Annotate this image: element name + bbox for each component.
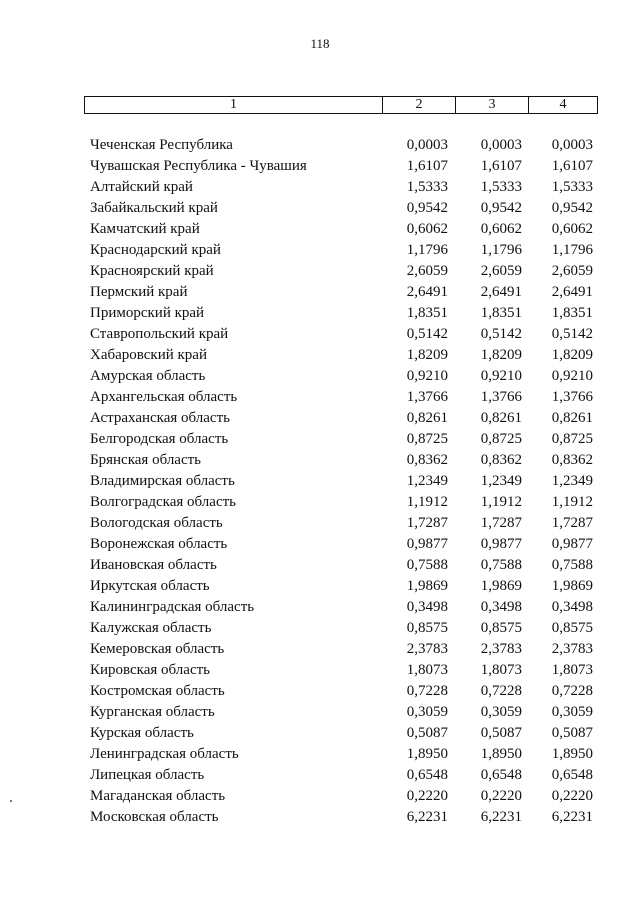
value-col-3: 0,2220 — [480, 788, 522, 804]
value-col-2: 1,7287 — [406, 515, 448, 531]
value-col-3: 0,8261 — [480, 410, 522, 426]
value-col-4: 1,8351 — [551, 305, 593, 321]
value-col-2: 0,0003 — [406, 137, 448, 153]
value-col-2: 2,6059 — [406, 263, 448, 279]
table-row — [0, 198, 640, 219]
region-name: Ивановская область — [90, 557, 217, 573]
table-row — [0, 387, 640, 408]
value-col-2: 1,8950 — [406, 746, 448, 762]
value-col-2: 0,8575 — [406, 620, 448, 636]
table-row — [0, 555, 640, 576]
value-col-4: 0,7228 — [551, 683, 593, 699]
value-col-3: 0,3059 — [480, 704, 522, 720]
table-row — [0, 471, 640, 492]
table-row — [0, 576, 640, 597]
column-header-4: 4 — [559, 97, 567, 112]
value-col-2: 1,2349 — [406, 473, 448, 489]
value-col-2: 2,6491 — [406, 284, 448, 300]
value-col-4: 0,8725 — [551, 431, 593, 447]
column-header-3: 3 — [456, 97, 529, 113]
region-name: Забайкальский край — [90, 200, 218, 216]
value-col-3: 0,3498 — [480, 599, 522, 615]
table-row — [0, 660, 640, 681]
value-col-4: 0,0003 — [551, 137, 593, 153]
region-name: Курганская область — [90, 704, 215, 720]
value-col-2: 0,7228 — [406, 683, 448, 699]
region-name: Хабаровский край — [90, 347, 207, 363]
region-name: Московская область — [90, 809, 219, 825]
value-col-4: 2,6059 — [551, 263, 593, 279]
value-col-3: 1,5333 — [480, 179, 522, 195]
value-col-3: 2,6491 — [480, 284, 522, 300]
table-row — [0, 261, 640, 282]
value-col-2: 0,5087 — [406, 725, 448, 741]
value-col-4: 0,8362 — [551, 452, 593, 468]
table-row — [0, 450, 640, 471]
value-col-2: 0,8725 — [406, 431, 448, 447]
value-col-4: 0,6548 — [551, 767, 593, 783]
region-name: Ленинградская область — [90, 746, 239, 762]
value-col-2: 0,5142 — [406, 326, 448, 342]
region-name: Вологодская область — [90, 515, 223, 531]
value-col-2: 0,8261 — [406, 410, 448, 426]
value-col-4: 6,2231 — [551, 809, 593, 825]
value-col-4: 1,5333 — [551, 179, 593, 195]
value-col-4: 0,8261 — [551, 410, 593, 426]
value-col-3: 1,3766 — [480, 389, 522, 405]
value-col-3: 0,9210 — [480, 368, 522, 384]
value-col-4: 0,9877 — [551, 536, 593, 552]
region-name: Камчатский край — [90, 221, 200, 237]
table-row — [0, 513, 640, 534]
value-col-2: 1,6107 — [406, 158, 448, 174]
table-row — [0, 597, 640, 618]
region-name: Астраханская область — [90, 410, 230, 426]
region-name: Иркутская область — [90, 578, 210, 594]
value-col-4: 0,9542 — [551, 200, 593, 216]
column-header-1: 1 — [85, 97, 383, 113]
column-header-2: 2 — [383, 97, 456, 113]
value-col-4: 2,6491 — [551, 284, 593, 300]
value-col-3: 1,8950 — [480, 746, 522, 762]
value-col-4: 0,7588 — [551, 557, 593, 573]
region-name: Магаданская область — [90, 788, 226, 804]
value-col-3: 0,5142 — [480, 326, 522, 342]
region-name: Кемеровская область — [90, 641, 225, 657]
table-row — [0, 786, 640, 807]
region-name: Архангельская область — [90, 389, 238, 405]
value-col-4: 0,2220 — [551, 788, 593, 804]
value-col-3: 0,8575 — [480, 620, 522, 636]
value-col-3: 0,7588 — [480, 557, 522, 573]
region-name: Владимирская область — [90, 473, 235, 489]
value-col-3: 0,8725 — [480, 431, 522, 447]
value-col-2: 0,6548 — [406, 767, 448, 783]
table-row — [0, 702, 640, 723]
value-col-2: 0,6062 — [406, 221, 448, 237]
table-row — [0, 282, 640, 303]
value-col-3: 0,0003 — [480, 137, 522, 153]
region-name: Белгородская область — [90, 431, 229, 447]
table-row — [0, 177, 640, 198]
region-name: Воронежская область — [90, 536, 228, 552]
table-row — [0, 366, 640, 387]
region-name: Красноярский край — [90, 263, 214, 279]
table-row — [0, 723, 640, 744]
table-row — [0, 534, 640, 555]
table-row — [0, 240, 640, 261]
region-name: Приморский край — [90, 305, 205, 321]
value-col-3: 1,6107 — [480, 158, 522, 174]
margin-dot — [10, 800, 12, 802]
value-col-3: 0,9542 — [480, 200, 522, 216]
value-col-2: 1,3766 — [406, 389, 448, 405]
table-row — [0, 303, 640, 324]
region-name: Липецкая область — [90, 767, 205, 783]
value-col-4: 0,5142 — [551, 326, 593, 342]
value-col-3: 1,8209 — [480, 347, 522, 363]
value-col-3: 1,1796 — [480, 242, 522, 258]
region-name: Костромская область — [90, 683, 225, 699]
value-col-4: 2,3783 — [551, 641, 593, 657]
table-row — [0, 135, 640, 156]
value-col-4: 1,2349 — [551, 473, 593, 489]
value-col-2: 1,8209 — [406, 347, 448, 363]
region-name: Ставропольский край — [90, 326, 229, 342]
table-row — [0, 639, 640, 660]
value-col-4: 1,7287 — [551, 515, 593, 531]
region-name: Брянская область — [90, 452, 202, 468]
value-col-4: 1,1796 — [551, 242, 593, 258]
value-col-2: 1,9869 — [406, 578, 448, 594]
value-col-2: 0,7588 — [406, 557, 448, 573]
value-col-4: 0,3059 — [551, 704, 593, 720]
value-col-2: 2,3783 — [406, 641, 448, 657]
value-col-4: 1,6107 — [551, 158, 593, 174]
region-name: Чеченская Республика — [90, 137, 233, 153]
value-col-4: 0,6062 — [551, 221, 593, 237]
value-col-2: 6,2231 — [406, 809, 448, 825]
value-col-4: 0,3498 — [551, 599, 593, 615]
table-body — [0, 135, 640, 828]
table-row — [0, 429, 640, 450]
value-col-4: 1,3766 — [551, 389, 593, 405]
value-col-3: 0,7228 — [480, 683, 522, 699]
value-col-3: 0,6548 — [480, 767, 522, 783]
page-number: 118 — [310, 36, 330, 51]
value-col-2: 0,3059 — [406, 704, 448, 720]
table-row — [0, 618, 640, 639]
table-row — [0, 744, 640, 765]
value-col-2: 0,9210 — [406, 368, 448, 384]
table-row — [0, 408, 640, 429]
value-col-3: 1,8351 — [480, 305, 522, 321]
value-col-3: 2,6059 — [480, 263, 522, 279]
region-name: Калининградская область — [90, 599, 255, 615]
value-col-3: 1,1912 — [480, 494, 522, 510]
table-row — [0, 156, 640, 177]
value-col-3: 0,6062 — [480, 221, 522, 237]
region-name: Волгоградская область — [90, 494, 236, 510]
value-col-3: 1,7287 — [480, 515, 522, 531]
value-col-2: 1,1796 — [406, 242, 448, 258]
value-col-3: 1,9869 — [480, 578, 522, 594]
region-name: Краснодарский край — [90, 242, 221, 258]
value-col-2: 1,1912 — [406, 494, 448, 510]
table-row — [0, 324, 640, 345]
value-col-3: 0,9877 — [480, 536, 522, 552]
value-col-4: 1,8209 — [551, 347, 593, 363]
value-col-2: 0,3498 — [406, 599, 448, 615]
value-col-2: 0,9877 — [406, 536, 448, 552]
region-name: Алтайский край — [90, 179, 193, 195]
region-name: Амурская область — [90, 368, 206, 384]
table-row — [0, 765, 640, 786]
table-row — [0, 807, 640, 828]
value-col-3: 1,2349 — [480, 473, 522, 489]
value-col-3: 6,2231 — [480, 809, 522, 825]
value-col-2: 1,5333 — [406, 179, 448, 195]
value-col-3: 0,8362 — [480, 452, 522, 468]
value-col-4: 0,8575 — [551, 620, 593, 636]
value-col-2: 1,8351 — [406, 305, 448, 321]
table-row — [0, 219, 640, 240]
value-col-2: 1,8073 — [406, 662, 448, 678]
value-col-4: 0,9210 — [551, 368, 593, 384]
table-row — [0, 681, 640, 702]
value-col-4: 1,1912 — [551, 494, 593, 510]
region-name: Калужская область — [90, 620, 212, 636]
region-name: Кировская область — [90, 662, 211, 678]
value-col-3: 2,3783 — [480, 641, 522, 657]
region-name: Пермский край — [90, 284, 188, 300]
value-col-2: 0,9542 — [406, 200, 448, 216]
value-col-4: 1,9869 — [551, 578, 593, 594]
region-name: Курская область — [90, 725, 194, 741]
region-name: Чувашская Республика - Чувашия — [90, 158, 307, 174]
value-col-3: 0,5087 — [480, 725, 522, 741]
value-col-4: 0,5087 — [551, 725, 593, 741]
value-col-4: 1,8073 — [551, 662, 593, 678]
value-col-4: 1,8950 — [551, 746, 593, 762]
value-col-2: 0,2220 — [406, 788, 448, 804]
value-col-3: 1,8073 — [480, 662, 522, 678]
table-column-header-row — [84, 96, 598, 114]
value-col-2: 0,8362 — [406, 452, 448, 468]
table-row — [0, 345, 640, 366]
table-row — [0, 492, 640, 513]
